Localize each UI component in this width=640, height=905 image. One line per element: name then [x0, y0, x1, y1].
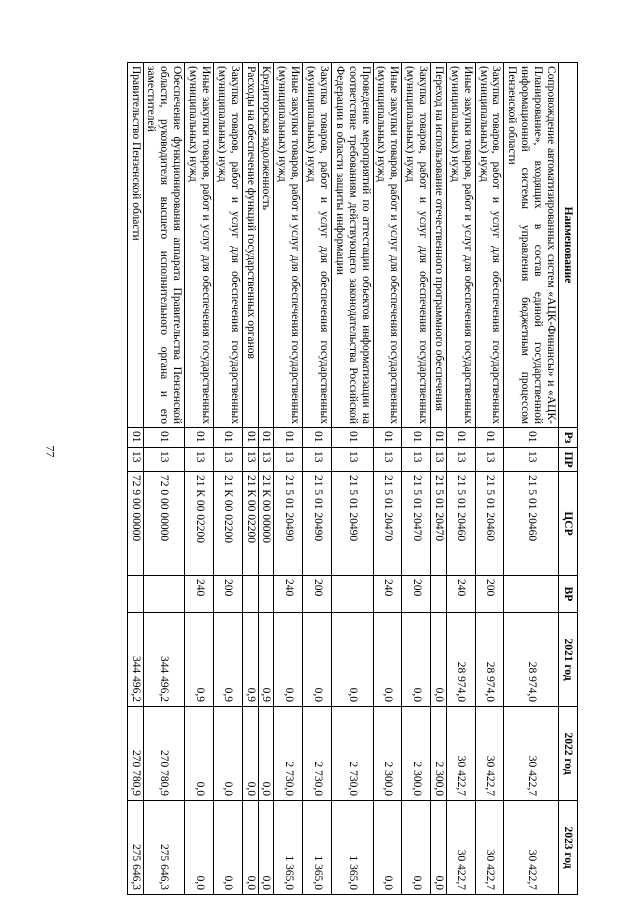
- cell-y2022: 270 780,9: [127, 707, 143, 801]
- table-row: [214, 63, 243, 895]
- cell-y2022: 270 780,9: [143, 707, 185, 801]
- cell-vr: [143, 576, 185, 613]
- cell-pr: 13: [143, 448, 185, 472]
- cell-csr: 21 К 00 02200: [214, 472, 243, 576]
- cell-csr: 21 К 00 02200: [185, 472, 214, 576]
- cell-y2021: 0,0: [373, 613, 402, 707]
- cell-y2021: 28 974,0: [475, 613, 504, 707]
- cell-pr: 13: [274, 448, 303, 472]
- cell-pr: 13: [332, 448, 374, 472]
- cell-csr: 21 5 01 20460: [504, 472, 559, 576]
- cell-pr: 13: [402, 448, 431, 472]
- cell-y2023: 1 365,0: [332, 801, 374, 895]
- cell-rz: 01: [185, 428, 214, 448]
- cell-name: Иные закупки товаров, работ и услуг для обеспечения государственных (муниципальных) нужд: [447, 63, 476, 428]
- cell-y2021: 28 974,0: [504, 613, 559, 707]
- cell-rz: 01: [242, 428, 258, 448]
- cell-pr: 13: [504, 448, 559, 472]
- cell-y2022: 2 730,0: [303, 707, 332, 801]
- cell-y2021: 344 496,2: [143, 613, 185, 707]
- header-vr: ВР: [559, 576, 578, 613]
- cell-name: Сопровождение автоматизированных систем «АЦК-Финансы» и «АЦК-Планирование», входящих в состав единой государственной информационной системы управления бюджетным процессом Пензенской области: [504, 63, 559, 428]
- cell-rz: 01: [214, 428, 243, 448]
- cell-rz: 01: [303, 428, 332, 448]
- cell-pr: 13: [303, 448, 332, 472]
- cell-y2023: 0,0: [242, 801, 258, 895]
- cell-y2022: 0,0: [214, 707, 243, 801]
- cell-name: Закупка товаров, работ и услуг для обеспечения государственных (муниципальных) нужд: [303, 63, 332, 428]
- cell-name: Расходы на обеспечение функций государственных органов: [242, 63, 258, 428]
- cell-y2023: 1 365,0: [274, 801, 303, 895]
- table-body: [127, 63, 558, 895]
- table-row: [402, 63, 431, 895]
- cell-y2022: 2 300,0: [373, 707, 402, 801]
- cell-csr: 21 5 01 20470: [373, 472, 402, 576]
- cell-y2021: 0,9: [214, 613, 243, 707]
- cell-y2022: 2 730,0: [332, 707, 374, 801]
- cell-pr: 13: [242, 448, 258, 472]
- cell-name: Иные закупки товаров, работ и услуг для обеспечения государственных (муниципальных) нужд: [274, 63, 303, 428]
- cell-vr: 200: [402, 576, 431, 613]
- header-2021: 2021 год: [559, 613, 578, 707]
- cell-y2022: 0,0: [185, 707, 214, 801]
- cell-y2023: 275 646,3: [127, 801, 143, 895]
- cell-name: Переход на использование отечественного программного обеспечения: [431, 63, 447, 428]
- header-name: Наименование: [559, 63, 578, 428]
- cell-rz: 01: [373, 428, 402, 448]
- cell-csr: 21 5 01 20470: [402, 472, 431, 576]
- cell-name: Обеспечение функционирования аппарата Правительства Пензенской области, руководителя высшего исполнительного органа и его заместителей: [143, 63, 185, 428]
- cell-vr: [504, 576, 559, 613]
- cell-name: Иные закупки товаров, работ и услуг для обеспечения государственных (муниципальных) нужд: [373, 63, 402, 428]
- table-header-row: [559, 63, 578, 895]
- cell-y2023: 0,0: [373, 801, 402, 895]
- cell-y2022: 2 300,0: [431, 707, 447, 801]
- cell-y2021: 0,0: [303, 613, 332, 707]
- table-row: [242, 63, 258, 895]
- cell-name: Правительство Пензенской области: [127, 63, 143, 428]
- cell-pr: 13: [431, 448, 447, 472]
- cell-rz: 01: [258, 428, 274, 448]
- cell-y2021: 0,9: [185, 613, 214, 707]
- table-row: [504, 63, 559, 895]
- cell-csr: 72 9 00 00000: [127, 472, 143, 576]
- cell-csr: 21 К 00 00000: [258, 472, 274, 576]
- cell-y2022: 30 422,7: [475, 707, 504, 801]
- table-row: [303, 63, 332, 895]
- cell-y2022: 2 730,0: [274, 707, 303, 801]
- table-row: [274, 63, 303, 895]
- table-row: [332, 63, 374, 895]
- table-row: [185, 63, 214, 895]
- cell-pr: 13: [214, 448, 243, 472]
- cell-name: Кредиторская задолженность: [258, 63, 274, 428]
- cell-name: Закупка товаров, работ и услуг для обеспечения государственных (муниципальных) нужд: [402, 63, 431, 428]
- header-pr: ПР: [559, 448, 578, 472]
- cell-vr: 200: [303, 576, 332, 613]
- cell-y2023: 0,0: [431, 801, 447, 895]
- cell-pr: 13: [258, 448, 274, 472]
- cell-rz: 01: [143, 428, 185, 448]
- table-row: [475, 63, 504, 895]
- cell-csr: 21 5 01 20460: [475, 472, 504, 576]
- cell-y2021: 0,9: [242, 613, 258, 707]
- cell-y2023: 30 422,7: [475, 801, 504, 895]
- budget-table-container: [62, 62, 578, 894]
- cell-name: Иные закупки товаров, работ и услуг для обеспечения государственных (муниципальных) нужд: [185, 63, 214, 428]
- header-2022: 2022 год: [559, 707, 578, 801]
- cell-y2022: 0,0: [242, 707, 258, 801]
- cell-y2022: 2 300,0: [402, 707, 431, 801]
- cell-pr: 13: [185, 448, 214, 472]
- cell-y2021: 0,0: [274, 613, 303, 707]
- cell-vr: [242, 576, 258, 613]
- cell-rz: 01: [127, 428, 143, 448]
- cell-csr: 21 К 00 02200: [242, 472, 258, 576]
- cell-rz: 01: [504, 428, 559, 448]
- cell-rz: 01: [332, 428, 374, 448]
- cell-rz: 01: [274, 428, 303, 448]
- header-csr: ЦСР: [559, 472, 578, 576]
- cell-csr: 21 5 01 20460: [447, 472, 476, 576]
- cell-csr: 21 5 01 20490: [274, 472, 303, 576]
- cell-y2021: 0,0: [402, 613, 431, 707]
- cell-y2023: 275 646,3: [143, 801, 185, 895]
- cell-name: Закупка товаров, работ и услуг для обеспечения государственных (муниципальных) нужд: [475, 63, 504, 428]
- cell-y2023: 0,0: [402, 801, 431, 895]
- page-number: 77: [43, 445, 58, 458]
- cell-y2023: 30 422,7: [447, 801, 476, 895]
- cell-y2023: 30 422,7: [504, 801, 559, 895]
- cell-y2021: 0,9: [258, 613, 274, 707]
- cell-pr: 13: [447, 448, 476, 472]
- cell-name: Закупка товаров, работ и услуг для обеспечения государственных (муниципальных) нужд: [214, 63, 243, 428]
- cell-vr: [332, 576, 374, 613]
- cell-vr: [258, 576, 274, 613]
- table-row: [258, 63, 274, 895]
- cell-y2021: 0,0: [431, 613, 447, 707]
- cell-vr: 200: [214, 576, 243, 613]
- cell-pr: 13: [127, 448, 143, 472]
- table-row: [447, 63, 476, 895]
- cell-y2023: 0,0: [185, 801, 214, 895]
- cell-vr: 240: [373, 576, 402, 613]
- cell-pr: 13: [475, 448, 504, 472]
- cell-y2022: 30 422,7: [447, 707, 476, 801]
- header-2023: 2023 год: [559, 801, 578, 895]
- cell-y2022: 0,0: [258, 707, 274, 801]
- cell-y2023: 0,0: [214, 801, 243, 895]
- cell-csr: 21 5 01 20490: [303, 472, 332, 576]
- cell-vr: 200: [475, 576, 504, 613]
- header-rz: Рз: [559, 428, 578, 448]
- cell-y2023: 1 365,0: [303, 801, 332, 895]
- cell-csr: 72 0 00 00000: [143, 472, 185, 576]
- table-row: [143, 63, 185, 895]
- cell-csr: 21 5 01 20490: [332, 472, 374, 576]
- cell-vr: 240: [185, 576, 214, 613]
- cell-vr: 240: [274, 576, 303, 613]
- cell-y2021: 344 496,2: [127, 613, 143, 707]
- table-row: [431, 63, 447, 895]
- budget-table: [127, 62, 578, 895]
- table-row: [373, 63, 402, 895]
- cell-y2021: 28 974,0: [447, 613, 476, 707]
- cell-csr: 21 5 01 20470: [431, 472, 447, 576]
- cell-rz: 01: [475, 428, 504, 448]
- cell-y2021: 0,0: [332, 613, 374, 707]
- cell-rz: 01: [447, 428, 476, 448]
- cell-vr: [127, 576, 143, 613]
- cell-rz: 01: [402, 428, 431, 448]
- cell-y2023: 0,0: [258, 801, 274, 895]
- cell-vr: 240: [447, 576, 476, 613]
- cell-rz: 01: [431, 428, 447, 448]
- cell-vr: [431, 576, 447, 613]
- cell-pr: 13: [373, 448, 402, 472]
- cell-y2022: 30 422,7: [504, 707, 559, 801]
- cell-name: Проведение мероприятий по аттестации объектов информатизации на соответствие требованиям действующего законодательства Российской Федерации в области защиты информации: [332, 63, 374, 428]
- table-row: [127, 63, 143, 895]
